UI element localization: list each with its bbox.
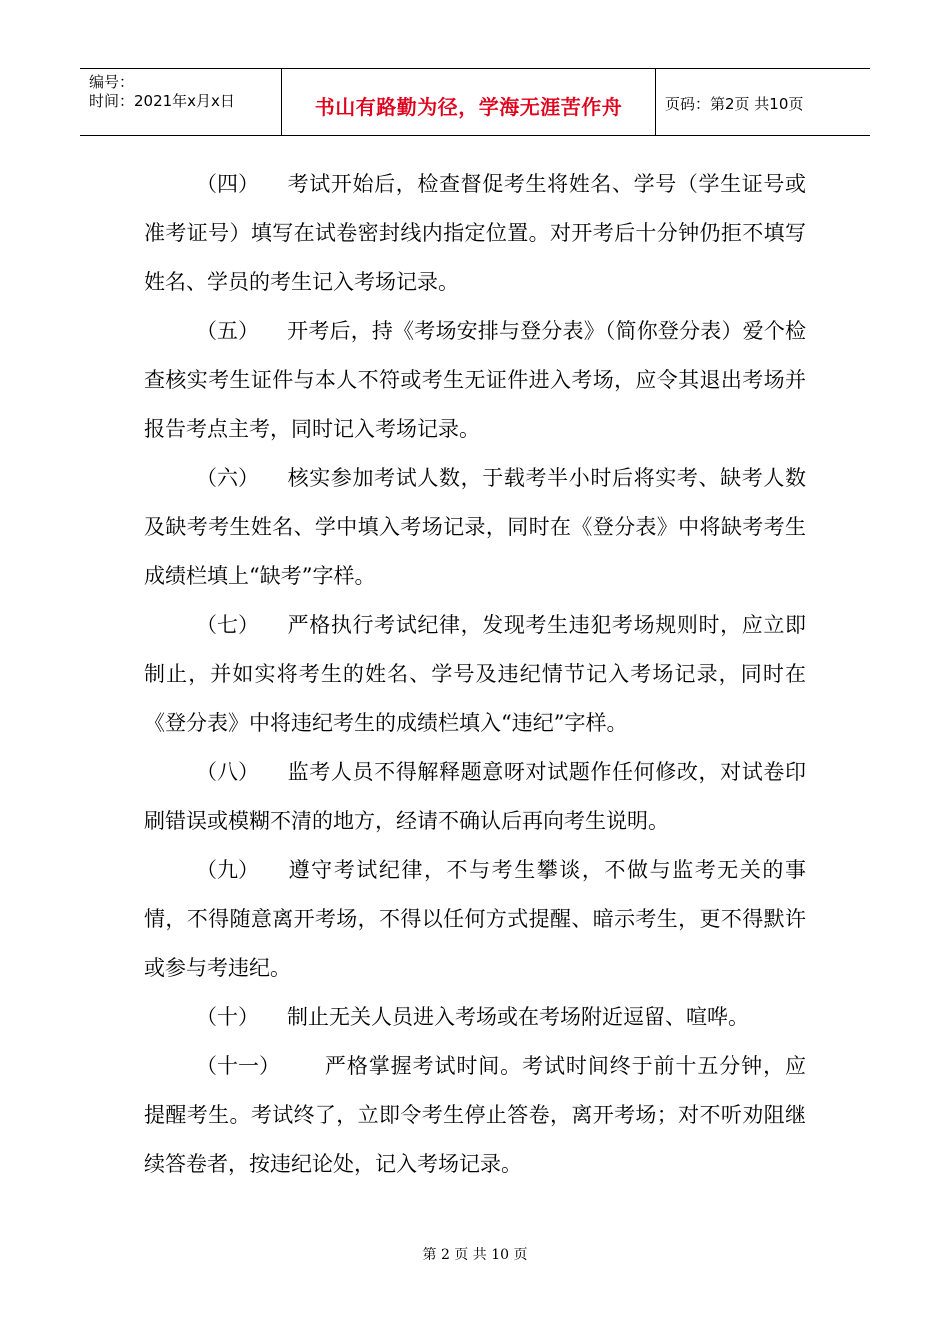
header-page-cell	[656, 69, 870, 135]
paragraph-text: 严格掌握考试时间。考试时间终于前十五分钟，应提醒考生。考试终了，立即令考生停止答卷，离开考场；对不听劝阻继续答卷者，按违纪论处，记入考场记录。	[144, 1054, 806, 1176]
paragraph-7	[144, 601, 806, 748]
paragraph-text: 制止无关人员进入考场或在考场附近逗留、喧哗。	[287, 1005, 749, 1029]
paragraph-8	[144, 748, 806, 846]
paragraph-text: 严格执行考试纪律，发现考生违犯考场规则时，应立即制止，并如实将考生的姓名、学号及违纪情节记入考场记录，同时在《登分表》中将违纪考生的成绩栏填入“违纪”字样。	[144, 613, 806, 735]
paragraph-10	[144, 993, 806, 1042]
document-header	[80, 68, 870, 136]
paragraph-4	[144, 160, 806, 307]
paragraph-text: 遵守考试纪律，不与考生攀谈，不做与监考无关的事情，不得随意离开考场，不得以任何方式提醒、暗示考生，更不得默许或参与考违纪。	[144, 858, 806, 980]
header-meta-cell	[80, 69, 282, 135]
paragraph-marker: （四）	[196, 172, 259, 196]
paragraph-text: 开考后，持《考场安排与登分表》（简你登分表）爱个检查核实考生证件与本人不符或考生无证件进入考场，应令其退出考场并报告考点主考，同时记入考场记录。	[144, 319, 806, 441]
paragraph-marker: （十）	[196, 1005, 259, 1029]
paragraph-11	[144, 1042, 806, 1189]
paragraph-marker: （七）	[196, 613, 259, 637]
paragraph-9	[144, 846, 806, 993]
paragraph-6	[144, 454, 806, 601]
document-body	[144, 160, 806, 1189]
time-label: 时间：2021年x月x日	[89, 92, 235, 110]
paragraph-marker: （八）	[196, 760, 259, 784]
paragraph-text: 核实参加考试人数，于载考半小时后将实考、缺考人数及缺考考生姓名、学中填入考场记录，同时在《登分表》中将缺考考生成绩栏填上“缺考”字样。	[144, 466, 806, 588]
header-motto-cell	[282, 69, 656, 135]
paragraph-marker: （九）	[196, 858, 259, 882]
paragraph-marker: （十一）	[196, 1054, 280, 1078]
paragraph-marker: （五）	[196, 319, 259, 343]
paragraph-text: 考试开始后，检查督促考生将姓名、学号（学生证号或准考证号）填写在试卷密封线内指定位置。对开考后十分钟仍拒不填写姓名、学员的考生记入考场记录。	[144, 172, 806, 294]
paragraph-text: 监考人员不得解释题意呀对试题作任何修改，对试卷印刷错误或模糊不清的地方，经请不确认后再向考生说明。	[144, 760, 806, 833]
motto-text: 书山有路勤为径，学海无涯苦作舟	[314, 95, 623, 119]
paragraph-marker: （六）	[196, 466, 259, 490]
paragraph-5	[144, 307, 806, 454]
page-footer: 第 2 页 共 10 页	[422, 1247, 528, 1263]
number-label: 编号：	[89, 73, 135, 91]
page-info: 页码：第2页 共10页	[665, 95, 804, 113]
